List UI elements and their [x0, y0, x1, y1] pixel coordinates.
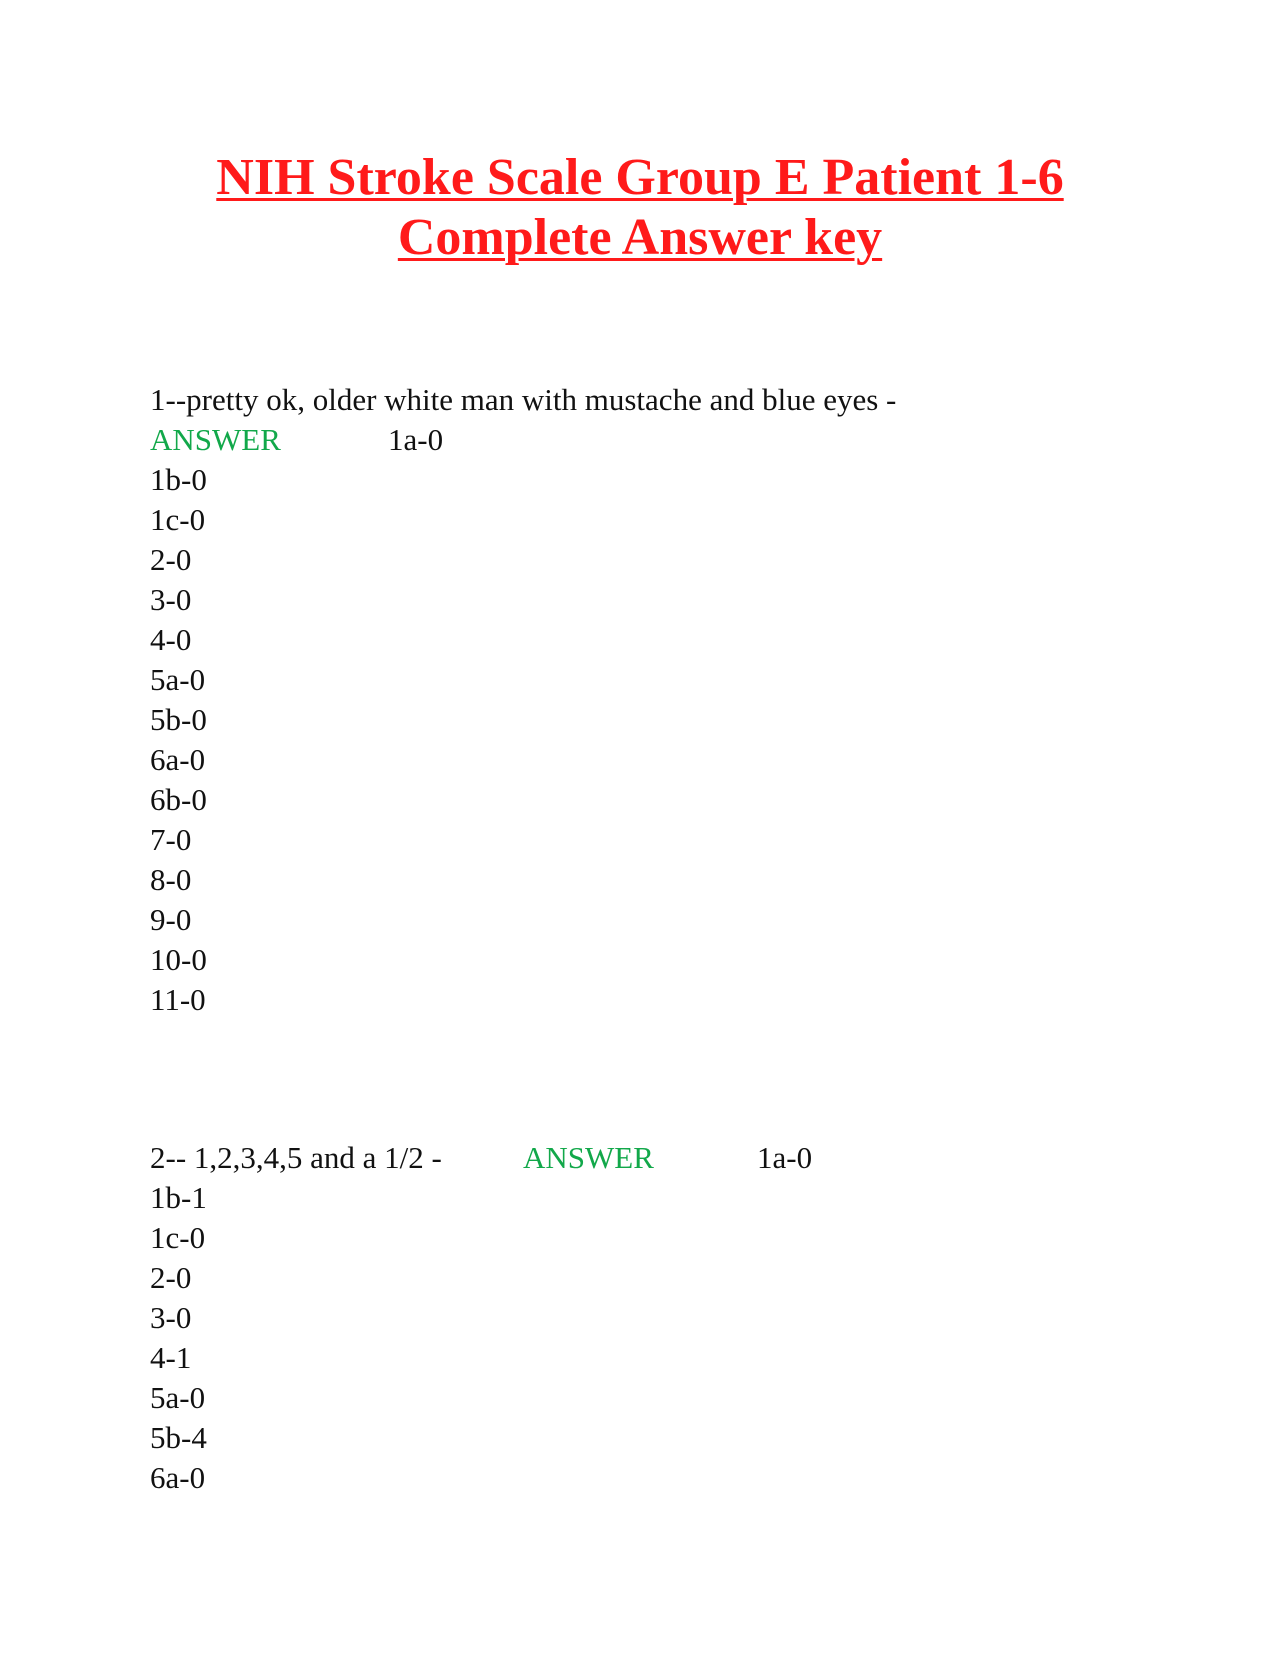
answer-item: 3-0 [150, 1300, 192, 1335]
answer-item: 1b-0 [150, 462, 207, 497]
patient-1-section [150, 380, 896, 1020]
answer-item: 7-0 [150, 822, 192, 857]
answer-item: 5a-0 [150, 662, 206, 697]
answer-item: 2-0 [150, 1260, 192, 1295]
answer-item: 6a-0 [150, 1460, 206, 1495]
title-line-1: NIH Stroke Scale Group E Patient 1-6 [216, 149, 1064, 206]
answer-item: 5a-0 [150, 1380, 206, 1415]
answer-label: ANSWER [150, 422, 281, 457]
answer-item: 2-0 [150, 542, 192, 577]
answer-label: ANSWER [523, 1140, 654, 1175]
patient-1-question: 1--pretty ok, older white man with mustache and blue eyes - [150, 382, 897, 417]
answer-item: 11-0 [150, 982, 206, 1017]
answer-item: 1a-0 [757, 1140, 813, 1175]
title-line-2: Complete Answer key [397, 209, 883, 266]
answer-item: 5b-0 [150, 702, 207, 737]
answer-item: 6a-0 [150, 742, 206, 777]
answer-item: 1c-0 [150, 502, 206, 537]
answer-item: 6b-0 [150, 782, 207, 817]
answer-item: 9-0 [150, 902, 192, 937]
answer-item: 10-0 [150, 942, 207, 977]
answer-item: 3-0 [150, 582, 192, 617]
patient-2-question-row [150, 1138, 812, 1178]
answer-item: 8-0 [150, 862, 192, 897]
patient-2-section [150, 1138, 812, 1498]
answer-item: 1c-0 [150, 1220, 206, 1255]
answer-item: 1b-1 [150, 1180, 207, 1215]
answer-item: 4-0 [150, 622, 192, 657]
answer-item: 4-1 [150, 1340, 192, 1375]
answer-item: 1a-0 [388, 422, 444, 457]
page-title [0, 148, 1280, 268]
patient-2-question: 2-- 1,2,3,4,5 and a 1/2 - [150, 1140, 442, 1175]
answer-item: 5b-4 [150, 1420, 207, 1455]
patient-1-answer-row [150, 420, 896, 460]
